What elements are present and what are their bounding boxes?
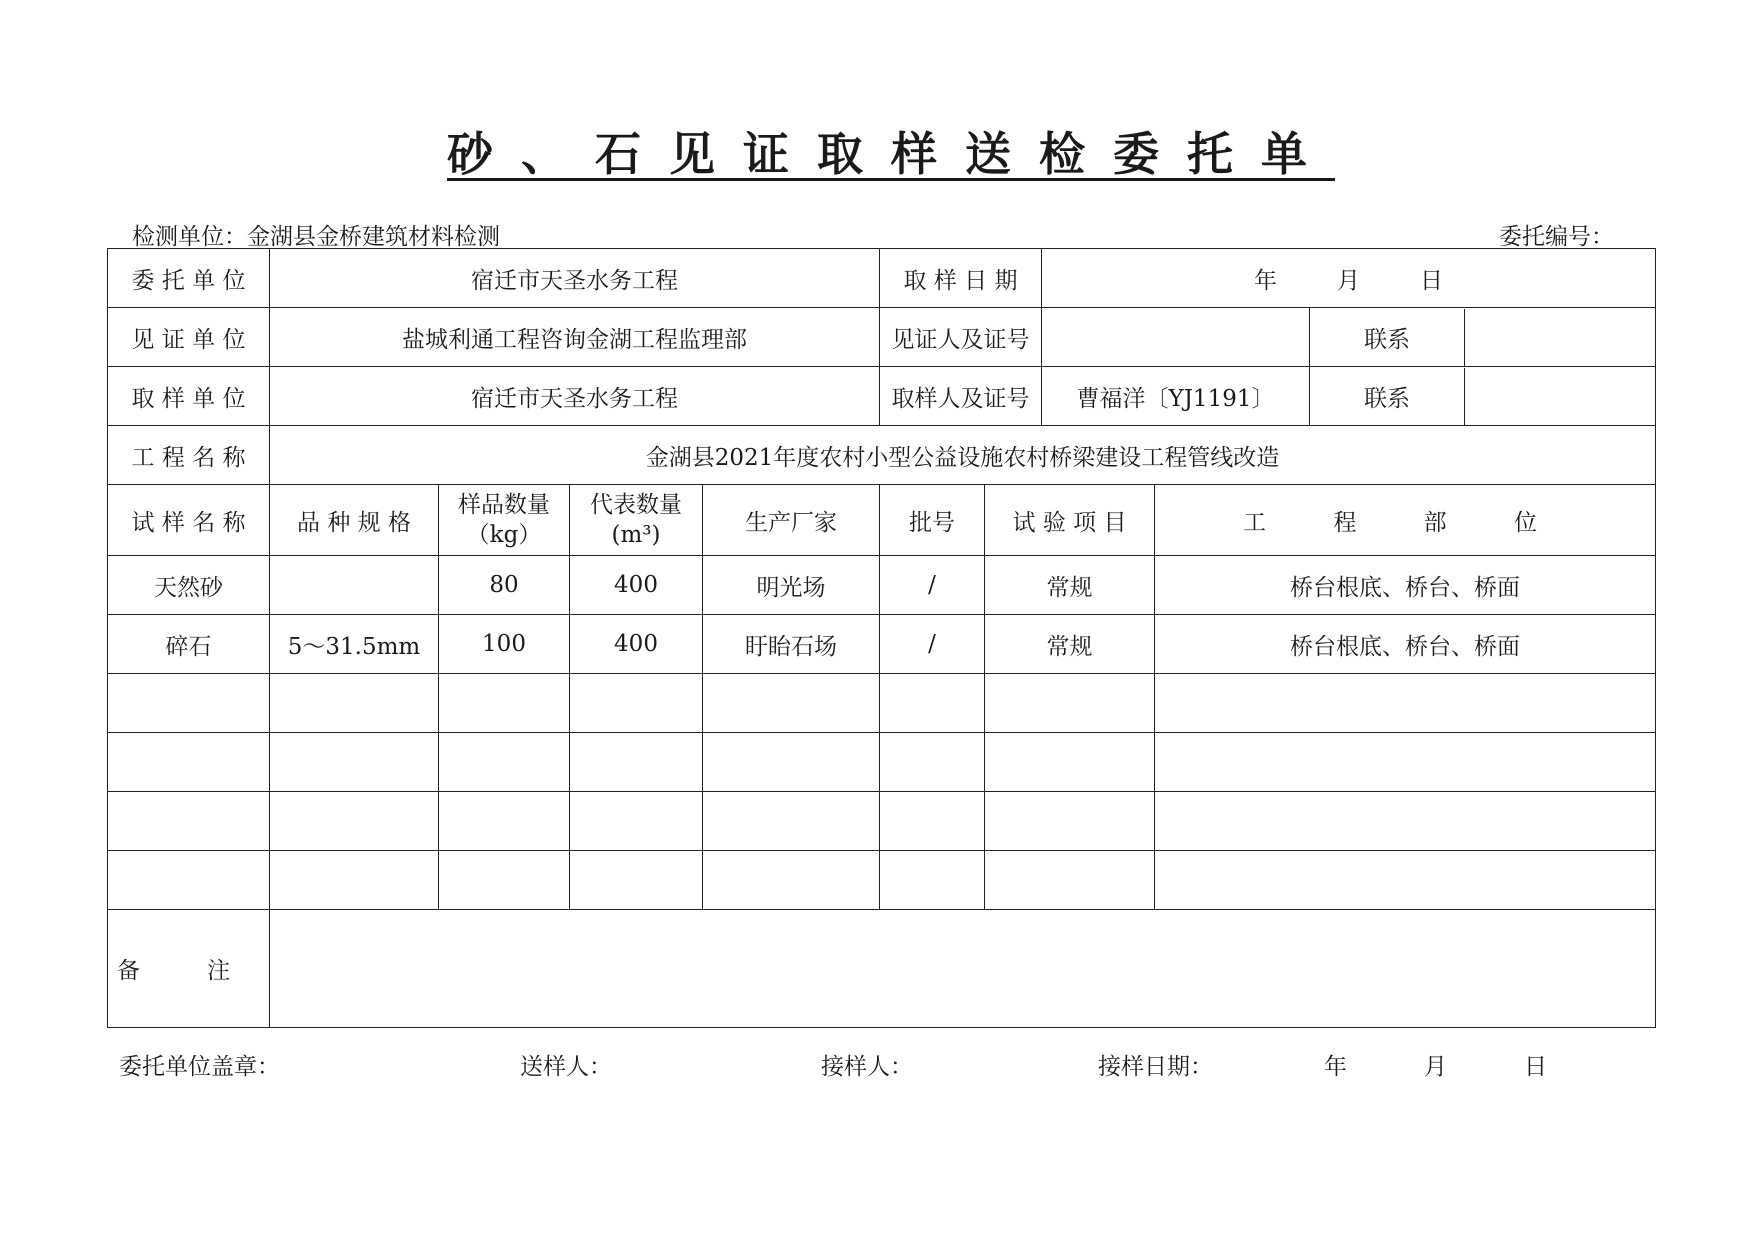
table-row (108, 556, 1656, 615)
table-row (108, 733, 1656, 792)
witness-person-value[interactable] (1042, 308, 1310, 367)
date-month: 月 (1337, 267, 1360, 294)
cell-location[interactable] (1155, 851, 1656, 910)
cell-maker[interactable] (703, 674, 880, 733)
cell-name[interactable] (108, 851, 270, 910)
col-spec: 品 种 规 格 (270, 485, 439, 556)
page-title: 砂、石见证取样送检委托单 (447, 127, 1335, 181)
cell-name[interactable] (108, 674, 270, 733)
col-sample-qty-line2: （kg） (466, 522, 542, 548)
cell-spec[interactable] (270, 674, 439, 733)
footer-day: 日 (1524, 1054, 1547, 1080)
cell-batch[interactable] (880, 792, 985, 851)
witness-row (108, 308, 1656, 367)
footer-receive-date: 接样日期： (1098, 1054, 1213, 1080)
col-manufacturer: 生产厂家 (703, 485, 880, 556)
contact-label-1: 联系 (1310, 309, 1465, 366)
cell-name[interactable]: 天然砂 (108, 556, 270, 615)
cell-batch[interactable] (880, 674, 985, 733)
contact-label-2: 联系 (1310, 368, 1465, 425)
date-year: 年 (1254, 267, 1277, 294)
sampling-date-value[interactable] (1042, 249, 1656, 308)
date-day: 日 (1420, 267, 1443, 294)
cell-batch[interactable] (880, 851, 985, 910)
col-sample-name: 试 样 名 称 (108, 485, 270, 556)
client-label: 委 托 单 位 (108, 249, 270, 308)
sampling-unit-row (108, 367, 1656, 426)
cell-qty[interactable]: 80 (439, 556, 570, 615)
cell-maker[interactable]: 明光场 (703, 556, 880, 615)
cell-spec[interactable] (270, 733, 439, 792)
col-location: 工 程 部 位 (1155, 485, 1656, 556)
cell-location[interactable] (1155, 674, 1656, 733)
cell-location[interactable]: 桥台根底、桥台、桥面 (1155, 615, 1656, 674)
cell-qty[interactable] (439, 674, 570, 733)
cell-location[interactable] (1155, 733, 1656, 792)
col-rep-qty-line1: 代表数量 (590, 492, 682, 518)
cell-maker[interactable] (703, 851, 880, 910)
project-row (108, 426, 1656, 485)
cell-maker[interactable]: 盱眙石场 (703, 615, 880, 674)
cell-spec[interactable] (270, 851, 439, 910)
table-row (108, 615, 1656, 674)
cell-name[interactable] (108, 733, 270, 792)
col-rep-qty-line2: (m³) (611, 522, 661, 548)
cell-qty[interactable] (439, 851, 570, 910)
cell-spec[interactable] (270, 792, 439, 851)
cell-spec[interactable] (270, 556, 439, 615)
cell-location[interactable] (1155, 792, 1656, 851)
cell-test[interactable]: 常规 (985, 556, 1155, 615)
footer-year: 年 (1324, 1054, 1347, 1080)
remarks-value[interactable] (270, 910, 1656, 1028)
footer-receiver: 接样人： (821, 1054, 913, 1080)
cell-batch[interactable]: / (880, 615, 985, 674)
footer-seal: 委托单位盖章： (119, 1054, 280, 1080)
col-test-item: 试 验 项 目 (985, 485, 1155, 556)
witness-unit-label: 见 证 单 位 (108, 308, 270, 367)
sampling-unit-label: 取 样 单 位 (108, 367, 270, 426)
cell-qty[interactable] (439, 792, 570, 851)
sampler-label: 取样人及证号 (880, 367, 1042, 426)
commission-number-label: 委托编号： (1499, 224, 1614, 250)
cell-test[interactable] (985, 733, 1155, 792)
cell-maker[interactable] (703, 733, 880, 792)
commission-form-table (107, 248, 1656, 1028)
cell-test[interactable] (985, 792, 1155, 851)
testing-unit: 检测单位：金湖县金桥建筑材料检测 (132, 224, 500, 250)
table-row (108, 792, 1656, 851)
cell-test[interactable]: 常规 (985, 615, 1155, 674)
sampler-value[interactable]: 曹福洋〔YJ1191〕 (1042, 367, 1310, 426)
project-name-value[interactable]: 金湖县2021年度农村小型公益设施农村桥梁建设工程管线改造 (270, 426, 1656, 485)
cell-location[interactable]: 桥台根底、桥台、桥面 (1155, 556, 1656, 615)
cell-qty[interactable]: 100 (439, 615, 570, 674)
col-batch: 批号 (880, 485, 985, 556)
cell-spec[interactable]: 5～31.5mm (270, 615, 439, 674)
contact-cell-2 (1310, 367, 1656, 426)
client-row (108, 249, 1656, 308)
cell-test[interactable] (985, 851, 1155, 910)
table-row (108, 851, 1656, 910)
footer-month: 月 (1424, 1054, 1447, 1080)
project-name-label: 工 程 名 称 (108, 426, 270, 485)
col-sample-qty-line1: 样品数量 (458, 492, 550, 518)
cell-test[interactable] (985, 674, 1155, 733)
cell-batch[interactable]: / (880, 556, 985, 615)
sampling-date-label: 取 样 日 期 (880, 249, 1042, 308)
client-value[interactable]: 宿迁市天圣水务工程 (270, 249, 880, 308)
footer-sender: 送样人： (520, 1054, 612, 1080)
cell-batch[interactable] (880, 733, 985, 792)
cell-rep[interactable] (570, 674, 703, 733)
col-sample-qty (439, 485, 570, 556)
cell-name[interactable]: 碎石 (108, 615, 270, 674)
witness-person-label: 见证人及证号 (880, 308, 1042, 367)
sampling-unit-value[interactable]: 宿迁市天圣水务工程 (270, 367, 880, 426)
table-row (108, 674, 1656, 733)
cell-rep[interactable] (570, 851, 703, 910)
col-rep-qty (570, 485, 703, 556)
cell-maker[interactable] (703, 792, 880, 851)
contact-value-1[interactable] (1465, 309, 1655, 366)
remarks-label: 备 注 (108, 910, 270, 1028)
witness-unit-value[interactable]: 盐城利通工程咨询金湖工程监理部 (270, 308, 880, 367)
cell-rep[interactable]: 400 (570, 556, 703, 615)
cell-rep[interactable] (570, 792, 703, 851)
column-header-row (108, 485, 1656, 556)
cell-qty[interactable] (439, 733, 570, 792)
remarks-row (108, 910, 1656, 1028)
cell-rep[interactable]: 400 (570, 615, 703, 674)
cell-name[interactable] (108, 792, 270, 851)
contact-value-2[interactable] (1465, 368, 1655, 425)
contact-cell-1 (1310, 308, 1656, 367)
cell-rep[interactable] (570, 733, 703, 792)
